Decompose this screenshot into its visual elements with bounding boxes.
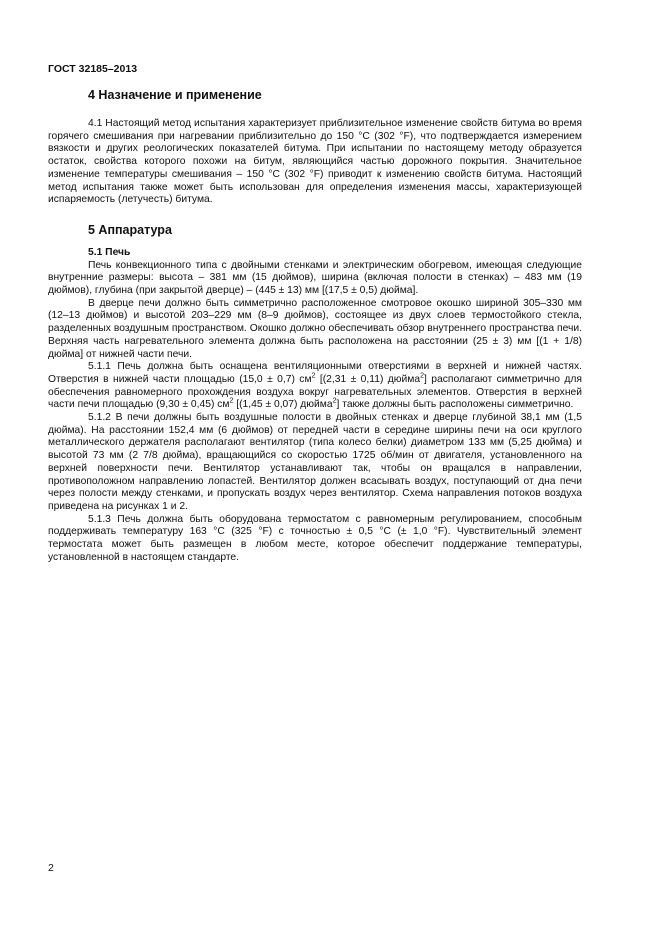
paragraph-5-1-dimensions: Печь конвекционного типа с двойными стенками и электрическим обогревом, имеющая следующие внутренние размеры: высота – 381 мм (15 дюймов), ширина (включая полости в стенках) – 483 мм (19 дюймов), глубина (при закрытой дверце) – (445 ± 13) мм [(17,5 ± 0,5) дюйма].	[48, 259, 582, 297]
document-body	[48, 88, 582, 565]
paragraph-4-1: 4.1 Настоящий метод испытания характеризует приблизительное изменение свойств битума во время горячего смешивания при нагревании приблизительно до 150 °С (302 °F), что подтверждается измерением вязкости и других реологических показателей битума. При испытании по настоящему методу образуется остаток, свойства которого похожи на битум, являющийся частью дорожного покрытия. Значительное изменение температуры смешивания – 150 °С (302 °F) приводит к изменению свойств битума. Настоящий метод испытания также может быть использован для определения изменения массы, характеризующей испаряемость (летучесть) битума.	[48, 118, 582, 206]
paragraph-5-1-window: В дверце печи должно быть симметрично расположенное смотровое окошко шириной 305–330 мм (12–13 дюймов) и высотой 203–229 мм (8–9 дюймов), состоящее из двух слоев термостойкого стекла, разделенных воздушным пространством. Окошко должно обеспечивать обзор внутреннего пространства печи. Верхняя часть нагревательного элемента должна быть расположена на расстоянии (25 ± 3) мм [(1 + 1/8) дюйма] от нижней части печи.	[48, 297, 582, 360]
text-span: ] располагают симметрично для обеспечения равномерного прохождения воздуха вокруг нагревательных элементов. Отверстия в верхней части печи площадью (9,30 ± 0,45) см	[48, 373, 582, 411]
paragraph-5-1-3: 5.1.3 Печь должна быть оборудована термостатом с равномерным регулированием, способным поддерживать температуру 163 °С (325 °F) с точностью ± 0,5 °С (± 1,0 °F). Чувствительный элемент термостата может быть размещен в любом месте, которое обеспечит поддержание температуры, установленной в настоящем стандарте.	[48, 513, 582, 563]
superscript: 2	[420, 372, 424, 380]
text-span: ] также должны быть расположены симметрично.	[336, 399, 574, 411]
subsection-5-1-heading: 5.1 Печь	[88, 246, 131, 258]
paragraph-5-1-1	[48, 361, 582, 412]
standard-header: ГОСТ 32185–2013	[48, 63, 138, 75]
text-span: [(1,45 ± 0,07) дюйма	[233, 399, 333, 411]
superscript: 2	[229, 397, 234, 405]
section-5-heading: 5 Аппаратура	[88, 222, 172, 237]
text-span: 5.1.1 Печь должна быть оснащена вентиляционными отверстиями в верхней и нижней частях. Отверстия в нижней части площадью (15,0 ± 0,7) см	[48, 361, 582, 385]
section-4-heading: 4 Назначение и применение	[88, 88, 262, 102]
superscript: 2	[311, 372, 316, 380]
text-span: [(2,31 ± 0,11) дюйма	[315, 373, 421, 385]
superscript: 2	[332, 397, 337, 405]
page-number: 2	[48, 862, 54, 874]
paragraph-5-1-2: 5.1.2 В печи должны быть воздушные полости в двойных стенках и дверце глубиной 38,1 мм (1,5 дюйма). На расстоянии 152,4 мм (6 дюймов) от передней части в середине ширины печи на оси круглого металлического держателя располагают вентилятор (типа колесо белки) диаметром 133 мм (5,25 дюйма) и высотой 73 мм (2 7/8 дюйма), вращающийся со скоростью 1725 об/мин от двигателя, установленного на верхней поверхности печи. Вентилятор устанавливают так, чтобы он вращался в направлении, противоположном направлению лопастей. Вентилятор должен всасывать воздух, поступающий от дна печи через полости между стенками, и пропускать воздух через вентилятор. Схема направления потоков воздуха приведена на рисунках 1 и 2.	[48, 412, 582, 512]
